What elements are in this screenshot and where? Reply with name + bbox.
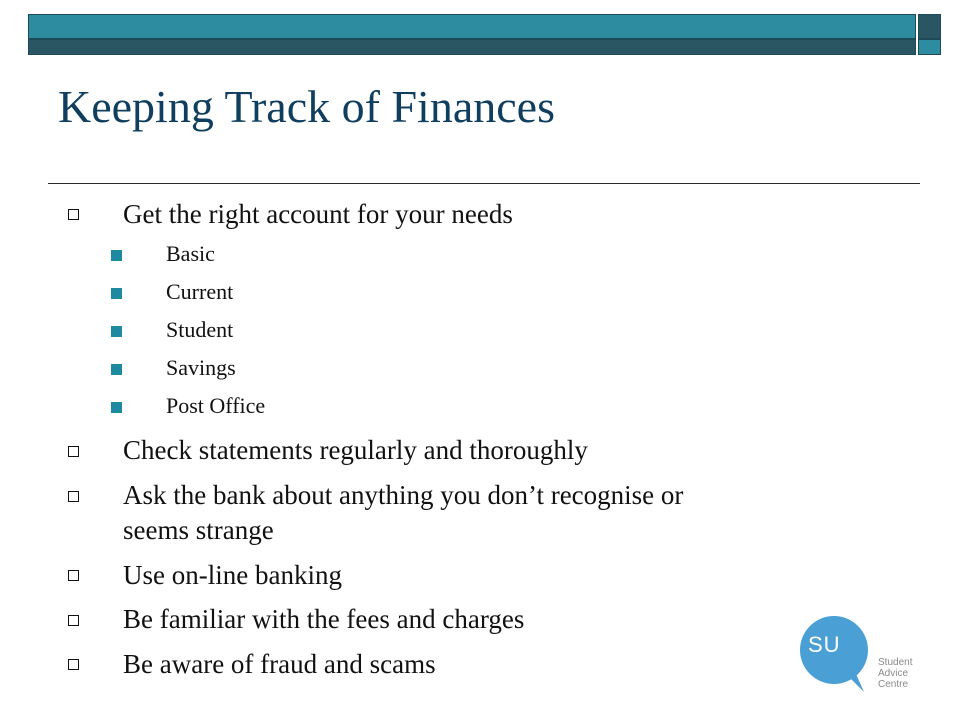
logo-text-student: Student xyxy=(878,657,913,668)
sub-bullet-basic: Basic xyxy=(166,241,215,266)
header-band-bottom xyxy=(28,39,916,55)
square-bullet-icon xyxy=(68,659,79,670)
logo-text-centre: Centre xyxy=(878,679,909,690)
slide-title: Keeping Track of Finances xyxy=(58,81,555,132)
logo-initials: SU xyxy=(808,632,841,657)
header-band xyxy=(28,14,960,56)
square-bullet-icon xyxy=(68,491,79,502)
bullet-point-3-line-2: seems strange xyxy=(123,515,274,545)
square-bullet-icon xyxy=(68,615,79,626)
square-bullet-icon xyxy=(68,209,79,220)
bullet-point-4: Use on-line banking xyxy=(123,560,342,590)
filled-square-bullet-icon xyxy=(111,288,122,299)
bullet-point-2: Check statements regularly and thoroughly xyxy=(123,435,588,465)
bullet-point-6: Be aware of fraud and scams xyxy=(123,649,436,679)
header-band-top xyxy=(28,14,916,39)
sub-bullet-post-office: Post Office xyxy=(166,393,266,418)
logo-text-advice: Advice xyxy=(878,668,909,679)
filled-square-bullet-icon xyxy=(111,250,122,261)
header-square-top xyxy=(918,14,941,39)
filled-square-bullet-icon xyxy=(111,364,122,375)
header-square-bottom xyxy=(918,39,941,55)
square-bullet-icon xyxy=(68,570,79,581)
bullet-point-3-line-1: Ask the bank about anything you don’t recognise or xyxy=(123,480,684,510)
filled-square-bullet-icon xyxy=(111,326,122,337)
sub-bullet-current: Current xyxy=(166,279,234,304)
filled-square-bullet-icon xyxy=(111,402,122,413)
bullet-point-5: Be familiar with the fees and charges xyxy=(123,604,525,634)
sub-bullet-savings: Savings xyxy=(166,355,236,380)
square-bullet-icon xyxy=(68,446,79,457)
sub-bullet-student: Student xyxy=(166,317,234,342)
title-divider xyxy=(48,183,920,184)
bullet-point-1: Get the right account for your needs xyxy=(123,199,513,229)
